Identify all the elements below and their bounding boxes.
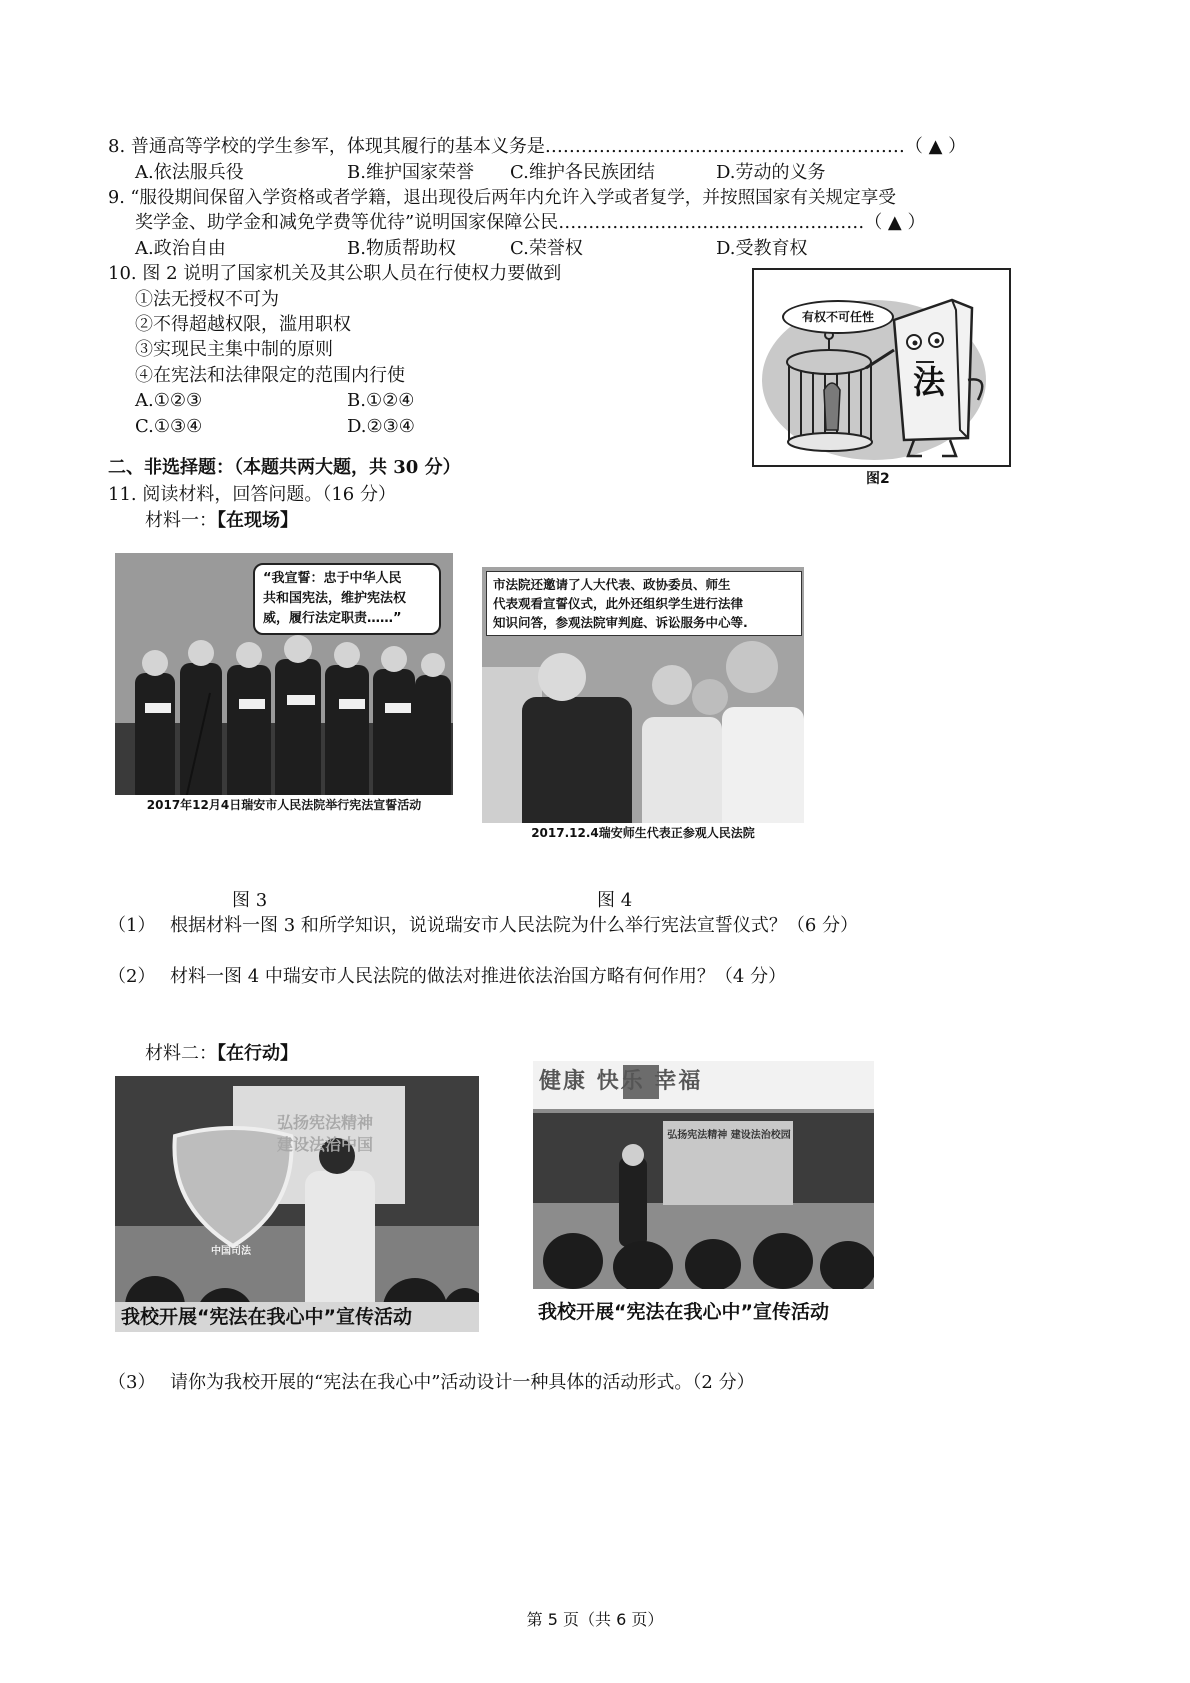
q10-statement-1: ①法无授权不可为 [135, 289, 279, 310]
material2-photo-right [533, 1061, 874, 1289]
q8-stem: 8. 普通高等学校的学生参军，体现其履行的基本义务是……………………………………………………（ ▲ ） [108, 136, 967, 157]
page-number: 第 5 页（共 6 页） [526, 1610, 664, 1629]
figure3-oath-line1: “我宣誓：忠于中华人民 [263, 571, 402, 586]
figure3-label: 图 3 [232, 890, 268, 911]
q10-option-d: D.②③④ [347, 416, 415, 437]
q9-stem-line1: 9. “服役期间保留入学资格或者学籍，退出现役后两年内允许入学或者复学，并按照国家有关规定享受 [108, 188, 896, 208]
material1-prefix: 材料一： [145, 510, 217, 531]
q10-option-b: B.①②④ [347, 390, 415, 411]
subq2-number: （2） [108, 966, 156, 987]
figure4-label: 图 4 [597, 890, 633, 911]
q9-option-b: B.物质帮助权 [347, 238, 456, 259]
q8-option-c: C.维护各民族团结 [510, 162, 655, 183]
figure4-box-line3: 知识问答，参观法院审判庭、诉讼服务中心等. [493, 615, 748, 630]
figure4-text-box [486, 571, 802, 636]
subq2-text: 材料一图 4 中瑞安市人民法院的做法对推进依法治国方略有何作用？（4 分） [170, 966, 787, 987]
figure4-box-line1: 市法院还邀请了人大代表、政协委员、师生 [493, 577, 731, 592]
photo6-caption: 我校开展“宪法在我心中”宣传活动 [538, 1301, 829, 1323]
figure2-cartoon [752, 268, 1011, 467]
figure2-book-label: 法 [912, 363, 945, 401]
figure3-photo [115, 553, 453, 815]
figure3-oath-bubble [253, 563, 441, 635]
photo6-banner: 健康 快乐 幸福 [539, 1069, 703, 1094]
q9-stem-line2: 奖学金、助学金和减免学费等优待”说明国家保障公民……………………………………………（ ▲ ） [135, 212, 926, 233]
section2-title: 二、非选择题：（本题共两大题，共 30 分） [108, 457, 461, 478]
photo5-screen-line1: 弘扬宪法精神 [276, 1113, 373, 1132]
photo6-screen: 弘扬宪法精神 建设法治校园 [667, 1130, 791, 1141]
q10-statement-2: ②不得超越权限，滥用职权 [135, 314, 351, 335]
photo5-board-label: 中国司法 [211, 1246, 251, 1257]
q9-option-a: A.政治自由 [135, 238, 226, 259]
q10-statement-3: ③实现民主集中制的原则 [135, 339, 333, 360]
material2-photo-left [115, 1076, 479, 1332]
material2-tag: 【在行动】 [217, 1043, 298, 1064]
figure3-oath-line3: 威，履行法定职责……” [263, 611, 402, 626]
material1-tag: 【在现场】 [217, 510, 298, 531]
figure4-photo-caption: 2017.12.4瑞安师生代表正参观人民法院 [482, 823, 804, 843]
q10-option-a: A.①②③ [135, 390, 203, 411]
q9-option-c: C.荣誉权 [510, 238, 583, 259]
material2-prefix: 材料二： [145, 1043, 217, 1064]
subq1-text: 根据材料一图 3 和所学知识，说说瑞安市人民法院为什么举行宪法宣誓仪式？（6 分） [170, 915, 859, 936]
photo5-caption: 我校开展“宪法在我心中”宣传活动 [115, 1302, 479, 1332]
figure3-oath-line2: 共和国宪法，维护宪法权 [263, 591, 407, 606]
subq3-text: 请你为我校开展的“宪法在我心中”活动设计一种具体的活动形式。（2 分） [170, 1372, 755, 1393]
q8-option-a: A.依法服兵役 [135, 162, 244, 183]
subq1-number: （1） [108, 915, 156, 936]
figure4-box-line2: 代表观看宣誓仪式，此外还组织学生进行法律 [493, 596, 744, 611]
photo5-screen [265, 1112, 385, 1156]
q10-statement-4: ④在宪法和法律限定的范围内行使 [135, 365, 405, 386]
figure4-photo [482, 567, 804, 843]
q8-option-b: B.维护国家荣誉 [347, 162, 474, 183]
figure2-caption: 图2 [866, 471, 890, 487]
figure2-speech-bubble: 有权不可任性 [782, 300, 894, 334]
subq3-number: （3） [108, 1372, 156, 1393]
q9-option-d: D.受教育权 [716, 238, 808, 259]
q11-stem: 11. 阅读材料，回答问题。（16 分） [108, 484, 396, 505]
material1-heading [145, 509, 298, 533]
q10-option-c: C.①③④ [135, 416, 203, 437]
cage-and-book-illustration [754, 270, 1009, 465]
q8-option-d: D.劳动的义务 [716, 162, 826, 183]
q10-stem: 10. 图 2 说明了国家机关及其公职人员在行使权力要做到 [108, 263, 562, 284]
figure3-photo-caption: 2017年12月4日瑞安市人民法院举行宪法宣誓活动 [115, 795, 453, 815]
photo5-screen-line2: 建设法治中国 [276, 1135, 373, 1154]
material2-heading [145, 1042, 298, 1066]
